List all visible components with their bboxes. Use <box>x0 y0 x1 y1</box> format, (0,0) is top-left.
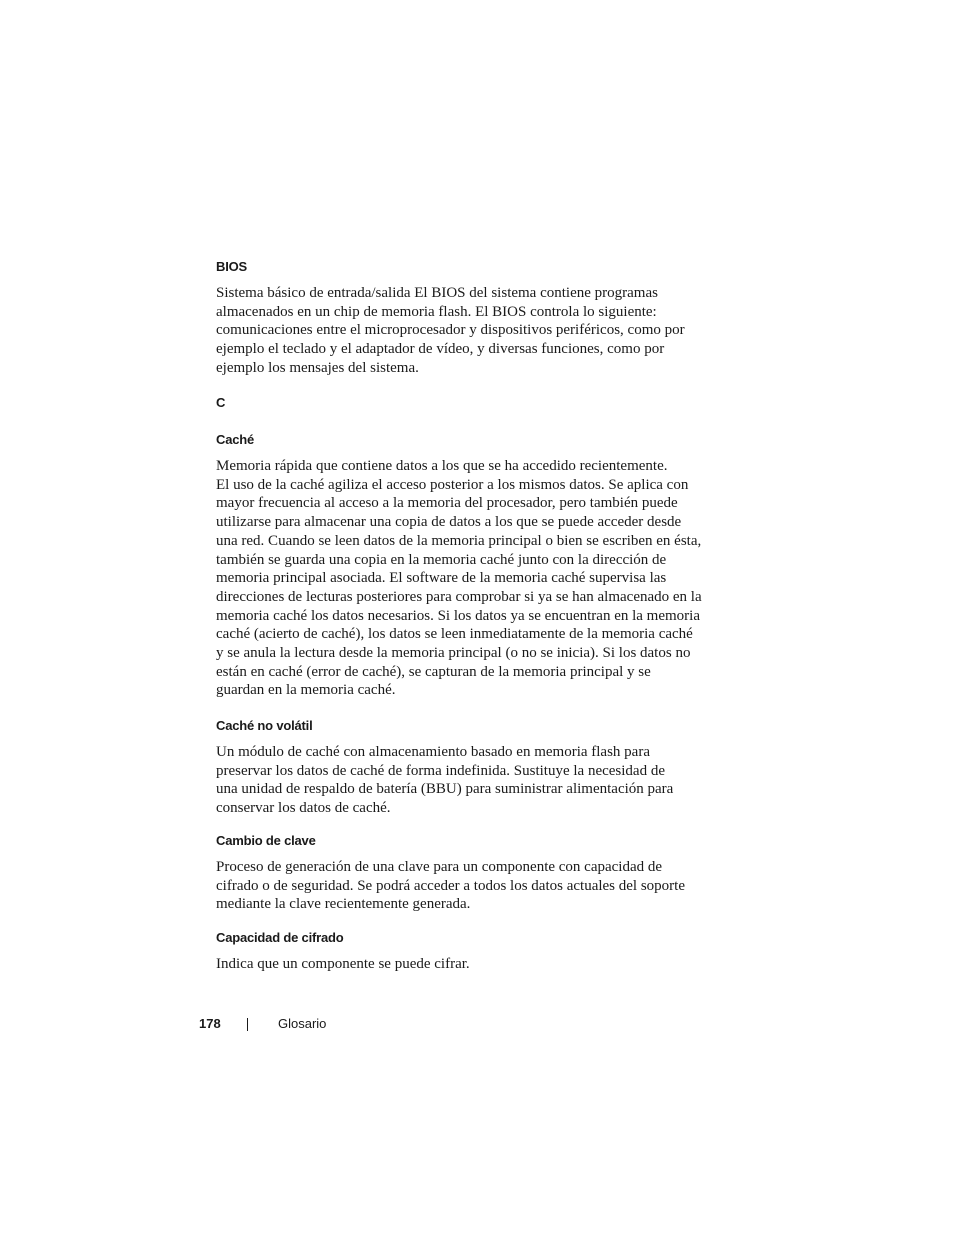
text-line: Sistema básico de entrada/salida El BIOS del sistema contiene programas <box>216 285 658 301</box>
term-cambio-de-clave-heading: Cambio de clave <box>216 833 316 848</box>
term-bios-definition <box>216 284 716 378</box>
text-line: una red. Cuando se leen datos de la memoria principal o bien se escriben en ésta, <box>216 532 702 549</box>
text-line: también se guarda una copia en la memoria caché junto con la dirección de <box>216 551 667 568</box>
text-line: están en caché (error de caché), se capturan de la memoria principal y se <box>216 663 651 680</box>
text-line: Memoria rápida que contiene datos a los que se ha accedido recientemente. <box>216 458 668 474</box>
text-line: y se anula la lectura desde la memoria principal (o no se inicia). Si los datos no <box>216 645 691 662</box>
text-line: comunicaciones entre el microprocesador y dispositivos periféricos, como por <box>216 322 685 339</box>
text-line: Un módulo de caché con almacenamiento basado en memoria flash para <box>216 744 650 760</box>
page-number: 178 <box>199 1016 221 1031</box>
term-cache-heading: Caché <box>216 432 255 447</box>
term-bios-heading: BIOS <box>216 259 247 274</box>
footer-separator <box>247 1018 248 1031</box>
text-line: caché (acierto de caché), los datos se leen inmediatamente de la memoria caché <box>216 626 693 643</box>
text-line: Indica que un componente se puede cifrar. <box>216 956 470 972</box>
term-cambio-de-clave-definition <box>216 858 716 914</box>
term-capacidad-de-cifrado-definition <box>216 955 716 974</box>
term-cache-no-volatil-heading: Caché no volátil <box>216 718 313 733</box>
text-line: ejemplo el teclado y el adaptador de vídeo, y diversas funciones, como por <box>216 341 665 358</box>
term-cache-no-volatil-definition <box>216 743 716 818</box>
text-line: guardan en la memoria caché. <box>216 682 396 699</box>
text-line: utilizarse para almacenar una copia de datos a los que se puede acceder desde <box>216 514 682 531</box>
text-line: ejemplo los mensajes del sistema. <box>216 359 419 376</box>
term-cache-definition <box>216 457 716 700</box>
text-line: direcciones de lecturas posteriores para comprobar si ya se han almacenado en la <box>216 588 702 605</box>
text-line: conservar los datos de caché. <box>216 800 391 817</box>
text-line: almacenados en un chip de memoria flash. El BIOS controla lo siguiente: <box>216 303 657 320</box>
text-line: memoria principal asociada. El software de la memoria caché supervisa las <box>216 570 667 587</box>
footer-section-title: Glosario <box>278 1016 327 1031</box>
text-line: una unidad de respaldo de batería (BBU) para suministrar alimentación para <box>216 781 674 798</box>
text-line: El uso de la caché agiliza el acceso posterior a los mismos datos. Se aplica con <box>216 476 689 493</box>
letter-section-c: C <box>216 395 226 410</box>
text-line: preservar los datos de caché de forma indefinida. Sustituye la necesidad de <box>216 762 665 779</box>
text-line: memoria caché los datos necesarios. Si los datos ya se encuentran en la memoria <box>216 607 700 624</box>
text-line: mediante la clave recientemente generada. <box>216 896 471 913</box>
text-line: Proceso de generación de una clave para un componente con capacidad de <box>216 859 663 875</box>
text-line: mayor frecuencia al acceso a la memoria del procesador, pero también puede <box>216 495 678 512</box>
text-line: cifrado o de seguridad. Se podrá acceder a todos los datos actuales del soporte <box>216 877 685 894</box>
term-capacidad-de-cifrado-heading: Capacidad de cifrado <box>216 930 344 945</box>
